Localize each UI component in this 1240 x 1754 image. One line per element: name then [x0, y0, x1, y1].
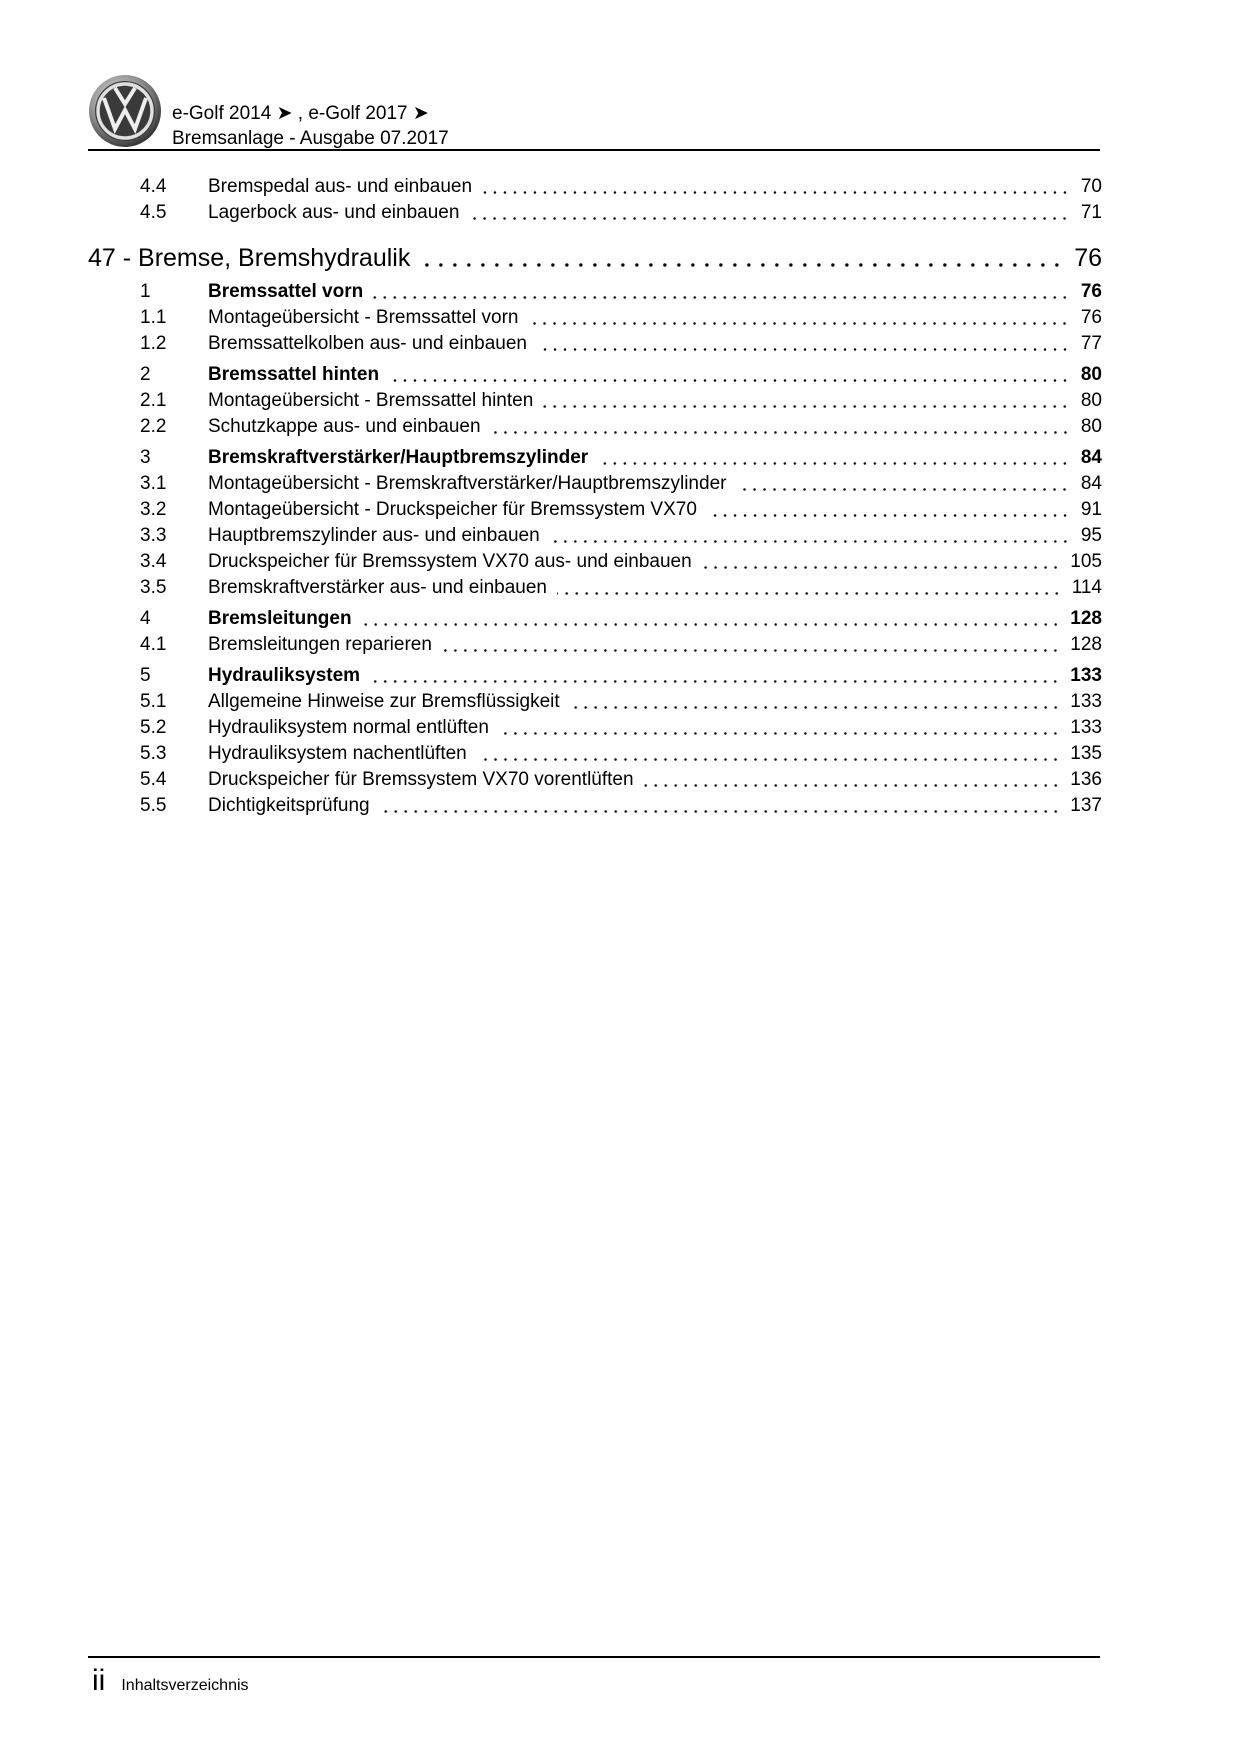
- toc-entry-title: Bremskraftverstärker aus- und einbauen: [208, 577, 547, 598]
- dot-leader: [380, 810, 1061, 813]
- toc-entry-title: Druckspeicher für Bremssystem VX70 aus- und einbauen: [208, 551, 692, 572]
- toc-entry[interactable]: [0, 575, 1240, 601]
- toc-entry[interactable]: [0, 523, 1240, 549]
- toc-section[interactable]: [0, 445, 1240, 471]
- toc-entry-page: 128: [1070, 634, 1102, 655]
- dot-leader: [702, 566, 1061, 569]
- toc-entry[interactable]: [0, 471, 1240, 497]
- toc-entry-page: 128: [1070, 608, 1102, 629]
- dot-leader: [370, 680, 1060, 683]
- dot-leader: [442, 649, 1060, 652]
- toc-entry-number: 3.2: [140, 499, 167, 520]
- toc-entry-page: 80: [1080, 390, 1102, 411]
- dot-leader: [477, 758, 1061, 761]
- toc-entry-page: 80: [1080, 364, 1102, 385]
- toc-entry-title: Lagerbock aus- und einbauen: [208, 202, 460, 223]
- toc-entry-title: Montageübersicht - Bremskraftverstärker/Hauptbremszylinder: [208, 473, 727, 494]
- toc-entry-number: 1: [140, 281, 151, 302]
- toc-entry-number: 2: [140, 364, 151, 385]
- toc-entry-number: 5.4: [140, 769, 167, 790]
- toc-entry-number: 4.5: [140, 202, 167, 223]
- dot-leader: [644, 784, 1061, 787]
- toc-entry-number: 3: [140, 447, 151, 468]
- toc-entry-number: 3.5: [140, 577, 167, 598]
- toc-entry-title: Hydrauliksystem normal entlüften: [208, 717, 489, 738]
- toc-entry-title: Bremskraftverstärker/Hauptbremszylinder: [208, 447, 589, 468]
- toc-entry-page: 133: [1070, 717, 1102, 738]
- toc-section[interactable]: [0, 606, 1240, 632]
- toc-entry-number: 5.1: [140, 691, 167, 712]
- dot-leader: [736, 488, 1070, 491]
- dot-leader: [469, 217, 1070, 220]
- dot-leader: [482, 191, 1070, 194]
- toc-entry-page: 77: [1080, 333, 1102, 354]
- toc-entry-title: Montageübersicht - Druckspeicher für Bremssystem VX70: [208, 499, 697, 520]
- dot-leader: [707, 514, 1070, 517]
- toc-section[interactable]: [0, 279, 1240, 305]
- footer-page-number: ii: [92, 1664, 106, 1697]
- toc-entry-page: 95: [1080, 525, 1102, 546]
- toc-entry-number: 2.2: [140, 416, 167, 437]
- toc-entry-number: 3.4: [140, 551, 167, 572]
- chapter-page: 76: [1074, 244, 1102, 272]
- toc-entry-title: Hauptbremszylinder aus- und einbauen: [208, 525, 540, 546]
- toc-entry[interactable]: [0, 414, 1240, 440]
- dot-leader: [491, 431, 1070, 434]
- toc-entry-title: Hydrauliksystem: [208, 665, 361, 686]
- toc-entry-page: 136: [1070, 769, 1102, 790]
- toc-entry[interactable]: [0, 174, 1240, 200]
- toc-entry-number: 4: [140, 608, 151, 629]
- toc-entry[interactable]: [0, 767, 1240, 793]
- toc-entry-title: Montageübersicht - Bremssattel hinten: [208, 390, 534, 411]
- toc-entry-page: 84: [1080, 447, 1102, 468]
- toc-entry-page: 70: [1080, 176, 1102, 197]
- header-edition-line: Bremsanlage - Ausgabe 07.2017: [172, 128, 449, 149]
- dot-leader: [362, 623, 1061, 626]
- toc-entry-page: 105: [1070, 551, 1102, 572]
- toc-entry-page: 80: [1080, 416, 1102, 437]
- toc-entry[interactable]: [0, 715, 1240, 741]
- toc-entry-number: 3.3: [140, 525, 167, 546]
- toc-entry-page: 91: [1080, 499, 1102, 520]
- page-footer: [92, 1664, 249, 1704]
- toc-entry[interactable]: [0, 200, 1240, 226]
- toc-entry[interactable]: [0, 549, 1240, 575]
- toc-entry-page: 135: [1070, 743, 1102, 764]
- toc-entry[interactable]: [0, 689, 1240, 715]
- toc-entry[interactable]: [0, 305, 1240, 331]
- toc-entry-number: 4.1: [140, 634, 167, 655]
- chapter-title: 47 - Bremse, Bremshydraulik: [88, 244, 411, 272]
- dot-leader: [550, 540, 1070, 543]
- footer-divider: [88, 1656, 1100, 1658]
- toc-entry-title: Montageübersicht - Bremssattel vorn: [208, 307, 519, 328]
- header-model-line: e-Golf 2014 ➤ , e-Golf 2017 ➤: [172, 103, 429, 124]
- toc-chapter[interactable]: [88, 240, 1102, 276]
- toc-entry-title: Bremsleitungen: [208, 608, 352, 629]
- toc-entry-page: 114: [1071, 577, 1102, 598]
- toc-entry-page: 76: [1080, 307, 1102, 328]
- dot-leader: [570, 706, 1061, 709]
- toc-entry-title: Hydrauliksystem nachentlüften: [208, 743, 467, 764]
- toc-entry-page: 76: [1080, 281, 1102, 302]
- dot-leader: [557, 592, 1062, 595]
- dot-leader: [528, 322, 1070, 325]
- toc-entry[interactable]: [0, 632, 1240, 658]
- dot-leader: [537, 348, 1070, 351]
- toc-entry-title: Bremssattel vorn: [208, 281, 364, 302]
- toc-entry[interactable]: [0, 331, 1240, 357]
- dot-leader: [373, 296, 1070, 299]
- toc-entry-page: 71: [1080, 202, 1102, 223]
- toc-entry-title: Druckspeicher für Bremssystem VX70 vorentlüften: [208, 769, 634, 790]
- toc-entry-title: Bremspedal aus- und einbauen: [208, 176, 473, 197]
- toc-entry-page: 133: [1070, 665, 1102, 686]
- toc-entry[interactable]: [0, 497, 1240, 523]
- toc-entry[interactable]: [0, 741, 1240, 767]
- toc-entry-page: 137: [1070, 795, 1102, 816]
- toc-entry-number: 4.4: [140, 176, 167, 197]
- toc-entry-number: 1.1: [140, 307, 167, 328]
- toc-entry-number: 1.2: [140, 333, 167, 354]
- toc-entry-number: 3.1: [140, 473, 167, 494]
- toc-entry-title: Dichtigkeitsprüfung: [208, 795, 370, 816]
- toc-entry-number: 5: [140, 665, 151, 686]
- dot-leader: [420, 263, 1064, 267]
- toc-entry-page: 84: [1080, 473, 1102, 494]
- dot-leader: [543, 405, 1070, 408]
- toc-entry-title: Allgemeine Hinweise zur Bremsflüssigkeit: [208, 691, 560, 712]
- toc-entry-title: Schutzkappe aus- und einbauen: [208, 416, 481, 437]
- vw-logo-icon: [88, 74, 162, 148]
- toc-entry-number: 2.1: [140, 390, 167, 411]
- footer-section-label: Inhaltsverzeichnis: [121, 1677, 249, 1694]
- toc-entry[interactable]: [0, 793, 1240, 819]
- document-header: [172, 101, 449, 151]
- toc-entry-number: 5.5: [140, 795, 167, 816]
- dot-leader: [499, 732, 1060, 735]
- toc-entry-page: 133: [1070, 691, 1102, 712]
- toc-entry-title: Bremssattel hinten: [208, 364, 380, 385]
- toc-section[interactable]: [0, 663, 1240, 689]
- toc-entry-number: 5.2: [140, 717, 167, 738]
- toc-entry[interactable]: [0, 388, 1240, 414]
- dot-leader: [598, 462, 1070, 465]
- toc-entry-title: Bremsleitungen reparieren: [208, 634, 432, 655]
- toc-entry-title: Bremssattelkolben aus- und einbauen: [208, 333, 527, 354]
- header-divider: [88, 149, 1100, 151]
- toc-entry-number: 5.3: [140, 743, 167, 764]
- dot-leader: [389, 379, 1070, 382]
- toc-section[interactable]: [0, 362, 1240, 388]
